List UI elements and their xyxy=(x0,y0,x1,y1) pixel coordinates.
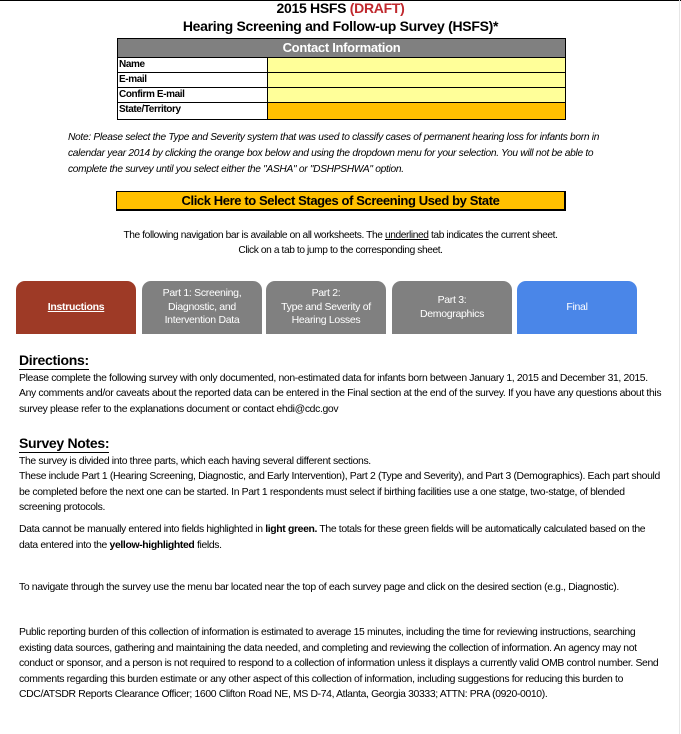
page-title xyxy=(0,0,681,16)
contact-information-heading: Contact Information xyxy=(118,39,565,58)
survey-notes-p2: These include Part 1 (Hearing Screening, Diagnostic, and Early Intervention), Part 2 (Type and Severity), and Part 3 (Demographics). Each part should be completed before the next one can be started. In Part 1 respondents must select if birthing facilities use a one statge, two-statge, of blended screening protocols. xyxy=(19,471,660,513)
type-severity-note: Note: Please select the Type and Severity system that was used to classify cases of permanent hearing loss for infants born in calendar year 2014 by clicking the orange box below and using the dropdown menu for your selection. You will not be able to complete the survey until you select either the "ASHA" or "DSHPSHWA" option. xyxy=(68,132,600,175)
tab-final[interactable] xyxy=(517,281,637,334)
green-note-text-b: The totals for these green fields will be automatically calculated based on the data entered into the xyxy=(19,524,646,551)
contact-row-name xyxy=(118,58,565,73)
tab-part1-line2: Diagnostic, and xyxy=(168,300,236,313)
tab-part2-line1: Part 2: xyxy=(311,287,341,300)
tab-part1-line1: Part 1: Screening, xyxy=(162,287,242,300)
name-field[interactable] xyxy=(268,58,565,72)
confirm-email-label: Confirm E-mail xyxy=(118,88,268,102)
email-field[interactable] xyxy=(268,73,565,87)
tab-part1-label xyxy=(163,287,242,328)
survey-notes-heading: Survey Notes: xyxy=(19,435,110,451)
burden-statement: Public reporting burden of this collection of information is estimated to average 15 minutes, including the time for reviewing instructions, searching existing data sources, gathering and maintaining the data needed, and completing and reviewing the collection of information. An agency may not conduct or sponsor, and a person is not required to respond to a collection of information unless it displays a currently valid OMB control number. Send comments regarding this burden estimate or any other aspect of this collection of information, including suggestions for reducing this burden to CDC/ATSDR Reports Clearance Officer; 1600 Clifton Road NE, MS D-74, Atlanta, Georgia 30333; ATTN: PRA (0920-0010). xyxy=(19,627,659,700)
contact-row-confirm-email xyxy=(118,88,565,103)
select-stages-button[interactable]: Click Here to Select Stages of Screening Used by State xyxy=(116,191,566,211)
contact-row-email xyxy=(118,73,565,88)
navigation-info xyxy=(0,228,681,258)
tab-part3-line1: Part 3: xyxy=(437,294,467,306)
green-fields-note xyxy=(19,522,664,553)
right-gridline xyxy=(679,0,680,734)
yellow-highlighted-label: yellow-highlighted xyxy=(109,539,195,551)
contact-information-table xyxy=(117,38,566,120)
title-prefix: 2015 HSFS xyxy=(276,0,347,16)
directions-section xyxy=(19,351,664,417)
tab-part2-line3: Hearing Losses xyxy=(291,314,361,327)
confirm-email-field[interactable] xyxy=(268,88,565,102)
tab-instructions-label: Instructions xyxy=(47,300,105,313)
nav-info-text-b: tab indicates the current sheet. xyxy=(428,230,558,241)
email-label: E-mail xyxy=(118,73,268,87)
tab-part2-label xyxy=(281,287,371,328)
tab-part3[interactable] xyxy=(392,281,512,334)
light-green-label: light green. xyxy=(265,524,318,535)
tab-part3-line2: Demographics xyxy=(419,307,485,320)
directions-heading: Directions: xyxy=(19,352,89,368)
name-label: Name xyxy=(118,58,268,72)
green-note-text-a: Data cannot be manually entered into fields highlighted in xyxy=(19,524,266,535)
page-subtitle: Hearing Screening and Follow-up Survey (HSFS)* xyxy=(182,18,499,34)
state-territory-dropdown[interactable] xyxy=(268,103,565,119)
navigation-info-line2: Click on a tab to jump to the corresponding sheet. xyxy=(238,245,443,256)
tab-final-label: Final xyxy=(566,300,588,313)
tab-part3-label xyxy=(420,294,484,321)
navigation-note: To navigate through the survey use the menu bar located near the top of each survey page and click on the desired section (e.g., Diagnostic). xyxy=(19,582,619,593)
draft-label: (DRAFT) xyxy=(349,0,405,16)
survey-notes-section xyxy=(19,434,664,516)
nav-info-text-a: The following navigation bar is available on all worksheets. The xyxy=(123,230,385,241)
contact-row-state xyxy=(118,103,565,119)
directions-text: Please complete the following survey with only documented, non-estimated data for infants born between January 1, 2015 and December 31, 2015. Any comments and/or caveats about the reported data can be entered in the Final section at the end of the survey. If you have any questions about this survey please refer to the explanations document or contact ehdi@cdc.gov xyxy=(19,372,662,415)
survey-notes-p1: The survey is divided into three parts, which each having several different sections. xyxy=(19,455,371,467)
tab-part2[interactable] xyxy=(266,281,386,334)
tab-part1-line3: Intervention Data xyxy=(164,314,240,327)
navigation-info-line1 xyxy=(0,228,681,243)
tab-instructions[interactable] xyxy=(16,281,136,334)
state-territory-label: State/Territory xyxy=(118,103,268,119)
nav-info-underlined: underlined xyxy=(384,230,429,241)
tab-part2-line2: Type and Severity of xyxy=(281,300,371,313)
green-note-text-c: fields. xyxy=(194,539,222,551)
tab-part1[interactable] xyxy=(142,281,262,334)
